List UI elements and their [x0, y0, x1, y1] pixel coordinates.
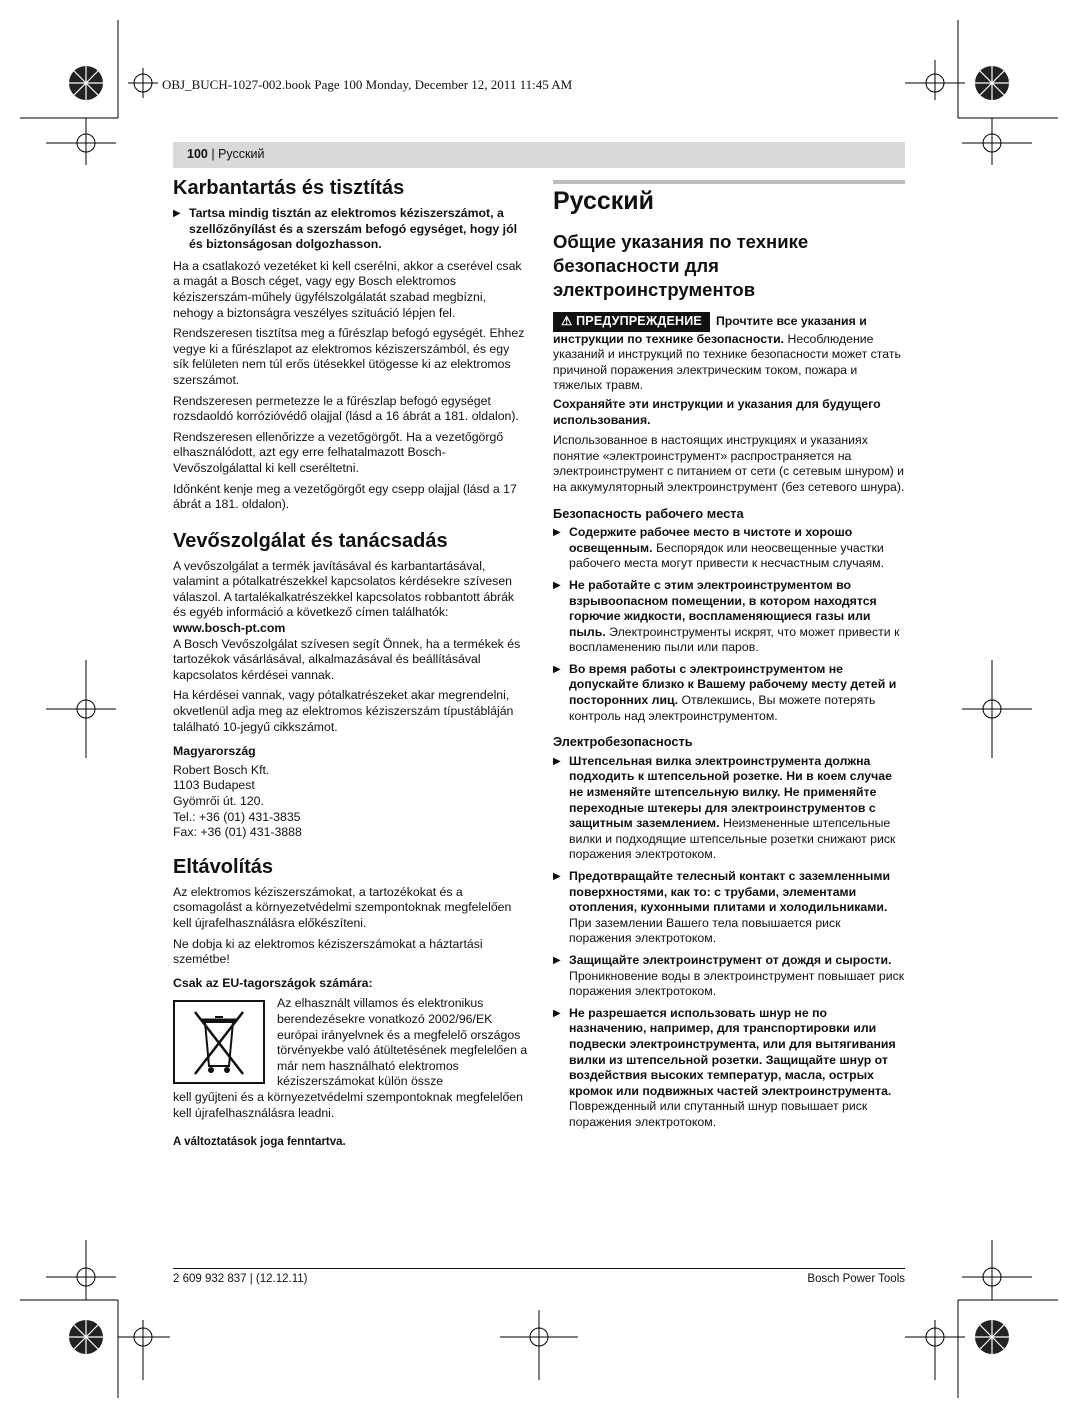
arrow-right-icon: ▶: [553, 663, 561, 675]
list-item: [553, 1006, 905, 1131]
russian-title: Русский: [553, 187, 655, 215]
arrow-right-icon: ▶: [553, 755, 561, 767]
warning-badge: [553, 312, 710, 332]
paragraph: Ne dobja ki az elektromos kéziszerszámokat a háztartási szemétbe!: [173, 936, 483, 967]
item-text: При заземлении Вашего тела повышается риск поражения электротоком.: [569, 915, 841, 946]
paragraph: Időnként kenje meg a vezetőgörgőt egy csepp olajjal (lásd a 17 ábrát a 181. oldalon).: [173, 481, 517, 512]
item-text: Электроинструменты искрят, что может привести к воспламенению пыли или паров.: [569, 624, 900, 655]
maintenance-bullet-text: Tartsa mindig tisztán az elektromos kéziszerszámot, a szellőzőnyílást és a szerszám befogó egységet, hogy jól és biztonságosan dolgozhasson.: [189, 206, 518, 252]
item-text: Поврежденный или спутанный шнур повышает риск поражения электротоком.: [569, 1099, 868, 1129]
page-number: 100: [187, 147, 208, 161]
paragraph: Rendszeresen ellenőrizze a vezetőgörgőt. Ha a vezetőgörgő elhasználódott, azt egy erre felhatalmazott Bosch-Vevőszolgálattal ki kell cseréltetni.: [173, 429, 504, 475]
electric-title: Электробезопасность: [553, 734, 693, 750]
list-item: [553, 662, 905, 724]
eu-block: [173, 996, 528, 1090]
warning-bold-text: Прочтите все указания и инструкции по технике безопасности.: [553, 314, 867, 346]
item-text: Неизмененные штепсельные вилки и подходящие штепсельные розетки снижают риск поражения электротоком.: [569, 816, 896, 862]
item-bold: Предотвращайте телесный контакт с заземленными поверхностями, как то: с трубами, элементами отопления, кухонными плитами и холодильниками.: [569, 869, 891, 915]
paragraph: A Bosch Vevőszolgálat szívesen segít Önnek, ha a termékek és tartozékok vásárlásával, alkalmazásával és beállításával kapcsolatos kérdései vannak.: [173, 636, 521, 682]
save-instructions: Сохраняйте эти инструкции и указания для будущего использования.: [553, 396, 881, 427]
warning-triangle-icon: ⚠: [561, 314, 573, 328]
page-header-band: [173, 142, 905, 168]
paragraph: Az elektromos kéziszerszámokat, a tartozékokat és a csomagolást a környezetvédelmi szempontoknak megfelelően kell újrafelhasználásra előkészíteni.: [173, 884, 512, 930]
address-line: Fax: +36 (01) 431-3888: [173, 825, 302, 840]
item-bold: Не работайте с этим электроинструментом во взрывоопасном помещении, в котором находятся горючие жидкости, воспламеняющиеся газы или пыль.: [569, 577, 877, 639]
usage-paragraph: Использованное в настоящих инструкциях и указаниях понятие «электроинструмент» распространяется на электроинструмент с питанием от сети (с сетевым шнуром) и на аккумуляторный электроинструмент (без сетевого шнура).: [553, 433, 905, 494]
bosch-url-link[interactable]: www.bosch-pt.com: [173, 621, 286, 636]
list-item: [553, 754, 905, 863]
item-text: Отвлекшись, Вы можете потерять контроль над электроинструментом.: [569, 693, 876, 723]
address-line: 1103 Budapest: [173, 778, 255, 793]
maintenance-bullet: [173, 206, 528, 253]
safety-section-title: Общие указания по технике безопасности для электроинструментов: [553, 231, 809, 300]
rights-note: A változtatások joga fenntartva.: [173, 1136, 346, 1149]
paragraph: Ha a csatlakozó vezetéket ki kell cserélni, akkor a cserével csak a magát a Bosch céget, vagy egy Bosch elektromos kéziszerszám-műhely ügyfélszolgálatát szabad megbízni, nehogy a biztonságra veszélyes szituáció lépjen fel.: [173, 258, 522, 320]
arrow-right-icon: ▶: [553, 871, 561, 882]
footer-rule: [173, 1268, 905, 1269]
paragraph: Ha kérdései vannak, vagy pótalkatrészeket akar megrendelni, okvetlenül adja meg az elektromos kéziszerszám típustábláján található 10-jegyű cikkszámot.: [173, 688, 514, 734]
address-line: Gyömrői út. 120.: [173, 794, 264, 808]
disposal-title: Eltávolítás: [173, 855, 274, 878]
country-heading: Magyarország: [173, 744, 256, 759]
item-bold: Не разрешается использовать шнур не по назначению, например, для транспортировки или подвески электроинструмента, или для вытягивания вилки из штепсельной розетки. Защищайте шнур от воздействия высоких температур, масла, острых кромок или подвижных частей электроинструмента.: [569, 1005, 896, 1098]
footer-left: 2 609 932 837 | (12.12.11): [173, 1273, 308, 1285]
arrow-right-icon: ▶: [553, 579, 561, 591]
maintenance-title: Karbantartás és tisztítás: [173, 177, 405, 199]
paragraph: Rendszeresen tisztítsa meg a fűrészlap befogó egységét. Ehhez vegye ki a fűrészlapot az elektromos kéziszerszámból, és egy sík felületen nem túl erős ütésekkel ütögesse ki az elektromos szerszámot.: [173, 326, 525, 387]
list-item: [553, 953, 905, 1000]
item-text: Беспорядок или неосвещенные участки рабочего места могут привести к несчастным случаям.: [569, 540, 885, 571]
item-bold: Во время работы с электроинструментом не допускайте близко к Вашему рабочему месту детей и посторонних лиц.: [569, 661, 897, 708]
arrow-right-icon: ▶: [553, 527, 561, 539]
page-language: Русский: [218, 147, 265, 161]
footer-right: Bosch Power Tools: [807, 1273, 905, 1285]
arrow-right-icon: ▶: [173, 208, 181, 219]
item-bold: Штепсельная вилка электроинструмента должна подходить к штепсельной розетке. Ни в коем случае не изменяйте штепсельную вилку. Не применяйте переходные штекеры для электроинструментов с защитным заземлением.: [569, 753, 892, 831]
warning-text: Несоблюдение указаний и инструкций по технике безопасности может стать причиной поражения электрическим током, пожара и тяжелых травм.: [553, 331, 901, 393]
arrow-right-icon: ▶: [553, 1007, 561, 1019]
eu-text-continued: kell gyűjteni és a környezetvédelmi szempontoknak megfelelően kell újrafelhasználásra leadni.: [173, 1089, 523, 1120]
service-title: Vevőszolgálat és tanácsadás: [173, 529, 448, 552]
arrow-right-icon: ▶: [553, 954, 561, 966]
address-line: Robert Bosch Kft.: [173, 762, 270, 777]
paragraph: Rendszeresen permetezze le a fűrészlap befogó egységet rozsdaoldó korrózióvédő olajjal (lásd a 16 ábrát a 181. oldalon).: [173, 393, 519, 424]
list-item: [553, 869, 905, 947]
left-column: [173, 176, 528, 1156]
eu-heading: Csak az EU-tagországok számára:: [173, 975, 373, 990]
list-item: [553, 525, 905, 572]
right-column: [553, 186, 905, 1137]
list-item: [553, 578, 905, 656]
item-bold: Защищайте электроинструмент от дождя и сырости.: [569, 952, 892, 967]
address-line: Tel.: +36 (01) 431-3835: [173, 809, 301, 824]
section-rule: [553, 180, 905, 184]
warning-label: ПРЕДУПРЕЖДЕНИЕ: [576, 314, 702, 328]
item-bold: Содержите рабочее место в чистоте и хорошо освещенным.: [569, 525, 853, 555]
print-header: OBJ_BUCH-1027-002.book Page 100 Monday, December 12, 2011 11:45 AM: [162, 77, 573, 92]
page-header: 100 | Русский: [187, 147, 265, 161]
eu-text: Az elhasznált villamos és elektronikus berendezésekre vonatkozó 2002/96/EK európai irányelvnek és a megfelelő országos törvényekbe való átültetésének megfelelően a már nem használható elektromos kéziszerszámokat külön össze: [277, 996, 528, 1089]
item-text: Проникновение воды в электроинструмент повышает риск поражения электротоком.: [569, 968, 905, 999]
workplace-title: Безопасность рабочего места: [553, 505, 744, 521]
crossed-bin-icon: [173, 1000, 265, 1084]
paragraph: A vevőszolgálat a termék javításával és karbantartásával, valamint a pótalkatrészekkel kapcsolatos kérdésekre szívesen válaszol. A tartalékalkatrészekkel kapcsolatos robbantott ábrák és egyéb információ a következő címen találhatók:: [173, 558, 515, 620]
